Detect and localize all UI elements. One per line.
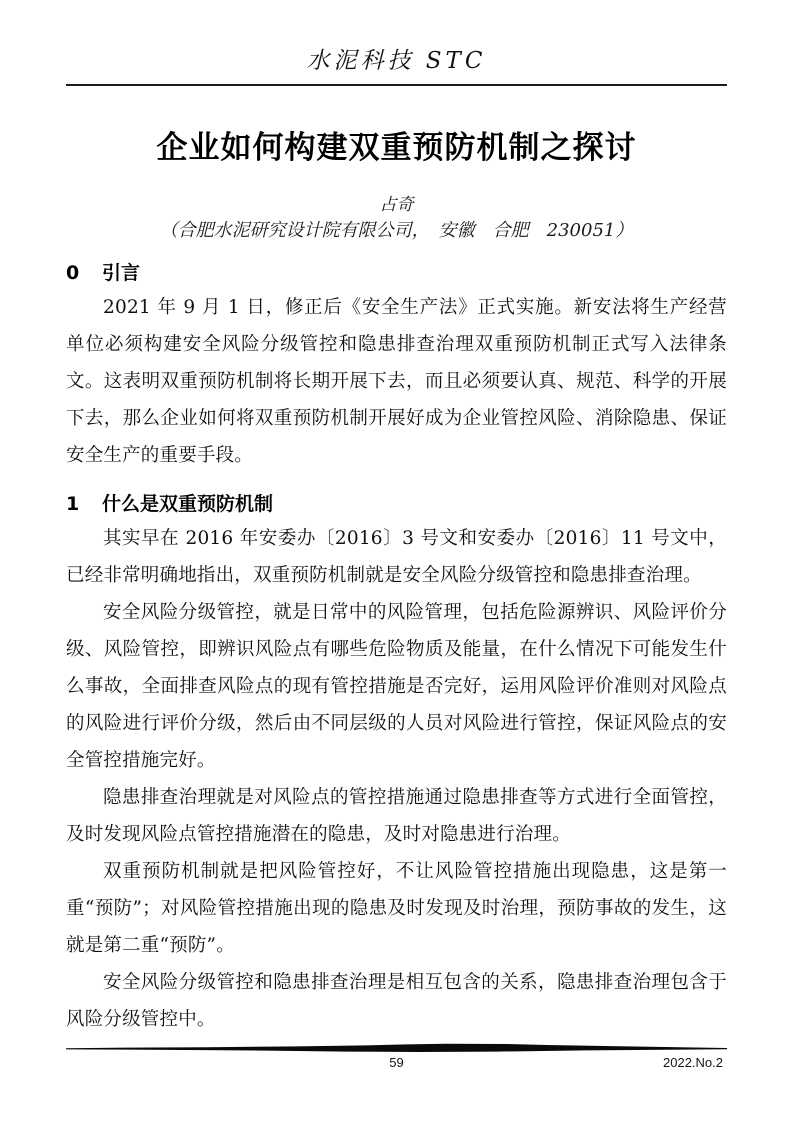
footer-rule	[66, 1043, 727, 1054]
paragraph: 双重预防机制就是把风险管控好，不让风险管控措施出现隐患，这是第一重“预防”；对风险管控措施出现的隐患及时发现及时治理，预防事故的发生，这就是第二重“预防”。	[66, 861, 727, 956]
section-introduction	[66, 259, 727, 474]
journal-title: 水泥科技 STC	[306, 48, 487, 74]
section-title: 什么是双重预防机制	[102, 493, 274, 515]
section-what-is-dual-prevention	[66, 490, 727, 1038]
section-number: 1	[66, 493, 80, 515]
page-number: 59	[389, 1055, 404, 1070]
footer-meta	[66, 1055, 727, 1073]
paragraph: 其实早在 2016 年安委办〔2016〕3 号文和安委办〔2016〕11 号文中，已经非常明确地指出，双重预防机制就是安全风险分级管控和隐患排查治理。	[66, 528, 727, 586]
paragraph: 2021 年 9 月 1 日，修正后《安全生产法》正式实施。新安法将生产经营单位必须构建安全风险分级管控和隐患排查治理双重预防机制正式写入法律条文。这表明双重预防机制将长期开展下去，而且必须要认真、规范、科学的开展下去，那么企业如何将双重预防机制开展好成为企业管控风险、消除隐患、保证安全生产的重要手段。	[66, 297, 727, 466]
section-heading	[66, 490, 727, 518]
journal-header	[66, 46, 727, 86]
section-number: 0	[66, 262, 80, 284]
issue-label: 2022.No.2	[663, 1055, 723, 1070]
paragraph: 安全风险分级管控，就是日常中的风险管理，包括危险源辨识、风险评价分级、风险管控，即辨识风险点有哪些危险物质及能量，在什么情况下可能发生什么事故，全面排查风险点的现有管控措施是否完好，运用风险评价准则对风险点的风险进行评价分级，然后由不同层级的人员对风险进行管控，保证风险点的安全管控措施完好。	[66, 602, 727, 771]
section-heading	[66, 259, 727, 287]
article-author: 占奇	[379, 195, 414, 215]
header-rule	[66, 84, 727, 86]
paragraph: 安全风险分级管控和隐患排查治理是相互包含的关系，隐患排查治理包含于风险分级管控中。	[66, 972, 727, 1030]
paragraph: 隐患排查治理就是对风险点的管控措施通过隐患排查等方式进行全面管控，及时发现风险点管控措施潜在的隐患，及时对隐患进行治理。	[66, 787, 727, 845]
article-affiliation: （合肥水泥研究设计院有限公司， 安徽 合肥 230051）	[159, 220, 634, 241]
section-title: 引言	[102, 262, 141, 284]
article-title: 企业如何构建双重预防机制之探讨	[156, 130, 637, 166]
page-footer	[66, 1043, 727, 1073]
